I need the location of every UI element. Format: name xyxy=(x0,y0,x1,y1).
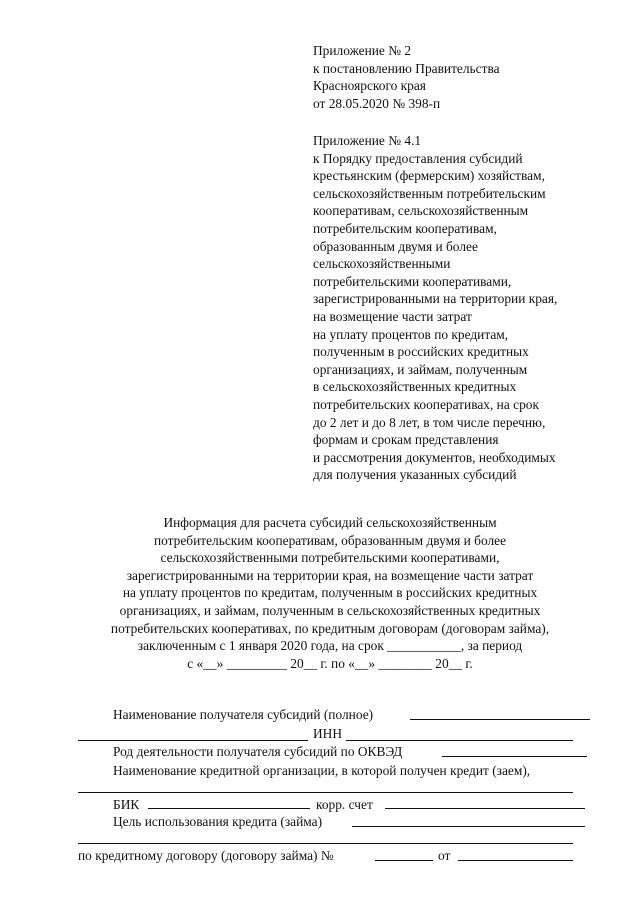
appendix-4-1-line: организациях, и займам, полученным xyxy=(313,361,528,377)
appendix-4-1-line: потребительскими кооперативами, xyxy=(313,273,512,289)
appendix-4-1-line: к Порядку предоставления субсидий xyxy=(313,150,523,166)
appendix-4-1-line: потребительских кооперативах, на срок xyxy=(313,396,539,412)
appendix-4-1-line: на возмещение части затрат xyxy=(313,308,472,324)
appendix-4-1-line: сельскохозяйственными xyxy=(313,256,451,272)
appendix-4-1-line: до 2 лет и до 8 лет, в том числе перечню, xyxy=(313,414,546,430)
info-title-line: потребительских кооперативах, по кредитным договорам (договорам займа), xyxy=(110,620,550,636)
appendix-4-1-line: на уплату процентов по кредитам, xyxy=(313,326,509,342)
contract-label: по кредитному договору (договору займа) № xyxy=(78,848,334,863)
bik-label: БИК xyxy=(113,797,140,812)
from-label: от xyxy=(438,848,451,863)
appendix-4-1-line: формам и срокам представления xyxy=(313,432,499,448)
appendix-4-1-line: крестьянским (фермерским) хозяйствам, xyxy=(313,168,545,184)
info-title-line: Информация для расчета субсидий сельскохозяйственным xyxy=(163,515,497,530)
info-title-line: организациях, и займам, полученным в сельскохозяйственных кредитных xyxy=(119,602,541,618)
info-title-line: зарегистрированными на территории края, на возмещение части затрат xyxy=(126,567,534,583)
contract-number-field[interactable] xyxy=(375,860,433,861)
appendix-2-line: к постановлению Правительства xyxy=(313,60,500,76)
corr-account-label: корр. счет xyxy=(316,797,373,812)
info-title-line: заключенным с 1 января 2020 года, на срок ___________, за период xyxy=(137,638,523,654)
info-title-line: потребительским кооперативам, образованным двумя и более xyxy=(153,532,507,548)
appendix-2-header xyxy=(313,42,613,112)
appendix-4-1-line: зарегистрированными на территории края, xyxy=(313,291,558,307)
bik-field[interactable] xyxy=(148,808,310,809)
appendix-4-1-line: сельскохозяйственным потребительским xyxy=(313,185,546,201)
info-title-line: сельскохозяйственными потребительскими кооперативами, xyxy=(160,550,500,566)
appendix-2-line: Приложение № 2 xyxy=(313,43,412,58)
info-title xyxy=(60,514,600,672)
okved-label: Род деятельности получателя субсидий по ОКВЭД xyxy=(113,744,403,759)
credit-purpose-field[interactable] xyxy=(352,826,585,827)
info-title-line: с «__» _________ 20__ г. по «__» ________ 20__ г. xyxy=(187,655,473,671)
recipient-name-field-continuation[interactable] xyxy=(78,740,308,741)
appendix-4-1-line: полученным в российских кредитных xyxy=(313,344,529,360)
appendix-4-1-line: потребительским кооперативам, xyxy=(313,220,497,236)
appendix-4-1-line: образованным двумя и более xyxy=(313,238,478,254)
recipient-name-label: Наименование получателя субсидий (полное) xyxy=(113,707,374,722)
appendix-4-1-line: Приложение № 4.1 xyxy=(313,133,422,148)
okved-field[interactable] xyxy=(442,756,587,757)
recipient-name-field[interactable] xyxy=(410,719,590,720)
inn-field[interactable] xyxy=(346,740,573,741)
inn-label: ИНН xyxy=(313,726,343,741)
appendix-4-1-line: для получения указанных субсидий xyxy=(313,467,517,483)
corr-account-field[interactable] xyxy=(385,808,585,809)
appendix-2-line: Красноярского края xyxy=(313,78,426,94)
appendix-4-1-header xyxy=(313,132,613,484)
appendix-4-1-line: кооперативам, сельскохозяйственным xyxy=(313,203,529,219)
appendix-2-line: от 28.05.2020 № 398-п xyxy=(313,95,441,111)
credit-org-field[interactable] xyxy=(78,792,573,793)
contract-date-field[interactable] xyxy=(458,860,573,861)
credit-purpose-label: Цель использования кредита (займа) xyxy=(113,814,323,829)
appendix-4-1-line: и рассмотрения документов, необходимых xyxy=(313,449,556,465)
info-title-line: на уплату процентов по кредитам, полученным в российских кредитных xyxy=(122,585,538,601)
credit-org-label: Наименование кредитной организации, в которой получен кредит (заем), xyxy=(113,763,531,778)
credit-purpose-field-continuation[interactable] xyxy=(78,843,573,844)
appendix-4-1-line: в сельскохозяйственных кредитных xyxy=(313,379,517,395)
